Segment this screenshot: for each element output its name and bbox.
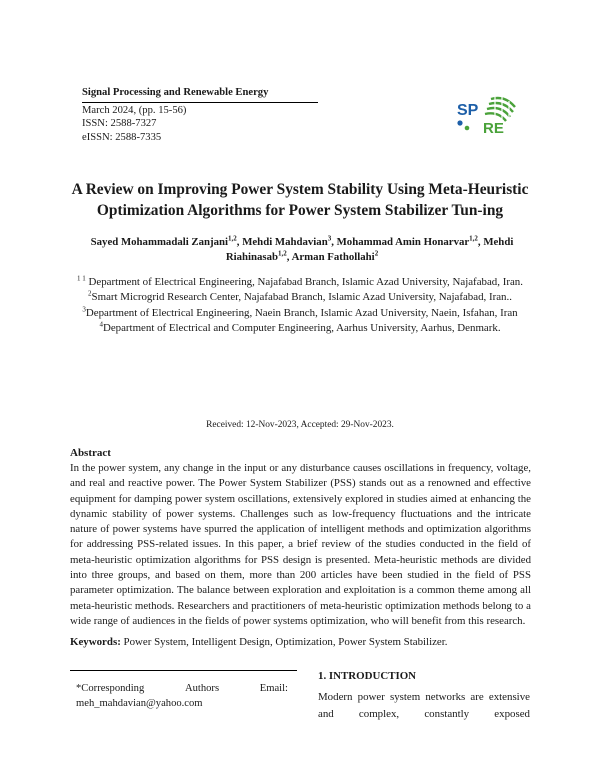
introduction-body: Modern power system networks are extensive and complex, constantly exposed [318,691,530,720]
section-heading-introduction: 1. INTRODUCTION [318,670,417,682]
journal-eissn: eISSN: 2588-7335 [82,131,162,143]
author: Mehdi Mahdavian$^3$, [242,234,337,248]
logo-dot-icon [457,120,462,125]
journal-issn: ISSN: 2588-7327 [82,118,157,130]
author: Sayed Mohammadali Zanjani$^{1,2}$, [90,234,243,248]
corresponding-author-note [76,682,288,711]
author: Mohammad Amin Honarvar$^{1,2}$, [336,234,484,248]
journal-name: Signal Processing and Renewable Energy [82,87,269,98]
keywords-list: Power System, Intelligent Design, Optimization, Power System Stabilizer. [120,636,448,648]
author-list [72,235,532,265]
journal-issue: March 2024, (pp. 15-56) [82,104,187,116]
logo-text-sp: SP [457,102,479,119]
journal-info [82,86,322,144]
journal-divider [82,102,318,103]
keywords [70,636,531,648]
affiliation-item: $^4$Department of Electrical and Computer Engineering, Aarhus University, Aarhus, Denmark. [99,320,501,334]
affiliation-item: $^{1 1}$ Department of Electrical Engineering, Najafabad Branch, Islamic Azad University, Najafabad, Iran. [77,274,523,288]
received-dates: Received: 12-Nov-2023, Accepted: 29-Nov-2023. [206,420,394,430]
logo-leaf-icon [485,97,515,121]
journal-logo [455,95,525,137]
abstract-body: In the power system, any change in the input or any disturbance causes oscillations in frequency, voltage, and real and reactive power. The Power System Stabilizer (PSS) stands out as a renowned and effective equipment for damping power system oscillations, extensively explored in studies aimed at enhancing the dynamic stability of power systems. Challenges such as low-frequency fluctuations and the intricate nature of power systems have spurred the application of intelligent methods and optimization algorithms for addressing PSS-related issues. In this paper, a brief review of the studies conducted in the field of meta-heuristic optimization algorithms for PSS design is presented. Meta-heuristic methods are divided into three groups, and based on them, more than 200 articles have been studied in the field of PSS parameter optimization. The balance between exploration and exploitation is a common theme among all meta-heuristic methods. Researchers and practitioners of meta-heuristic optimization methods belong to a wide range of audiences in the fields of power systems optimization, who will benefit from this research. [70,462,531,627]
author: Arman Fathollahi$^2$ [291,249,379,263]
corresponding-email: meh_mahdavian@yahoo.com [76,697,203,709]
footnote-word: Email: [259,683,288,694]
logo-dot-icon [465,126,470,131]
affiliation-item: $^2$Smart Microgrid Research Center, Najafabad Branch, Islamic Azad University, Najafabad, Iran.. [88,289,512,304]
footnote-word: Authors [184,683,220,694]
footnote-word: *Corresponding [76,683,145,694]
author: Mehdi Riahinasab$^{1,2}$, [225,236,514,263]
paper-title: A Review on Improving Power System Stability Using Meta-Heuristic Optimization Algorithms for Power System Stabilizer Tun-ing [71,181,529,219]
logo-text-re: RE [483,120,504,137]
abstract-heading: Abstract [70,447,111,459]
footnote-divider [70,670,297,671]
affiliation-item: $^3$Department of Electrical Engineering, Naein Branch, Islamic Azad University, Naein, Isfahan, Iran [82,304,518,319]
affiliations [60,275,540,336]
keywords-label: Keywords: [70,636,121,648]
